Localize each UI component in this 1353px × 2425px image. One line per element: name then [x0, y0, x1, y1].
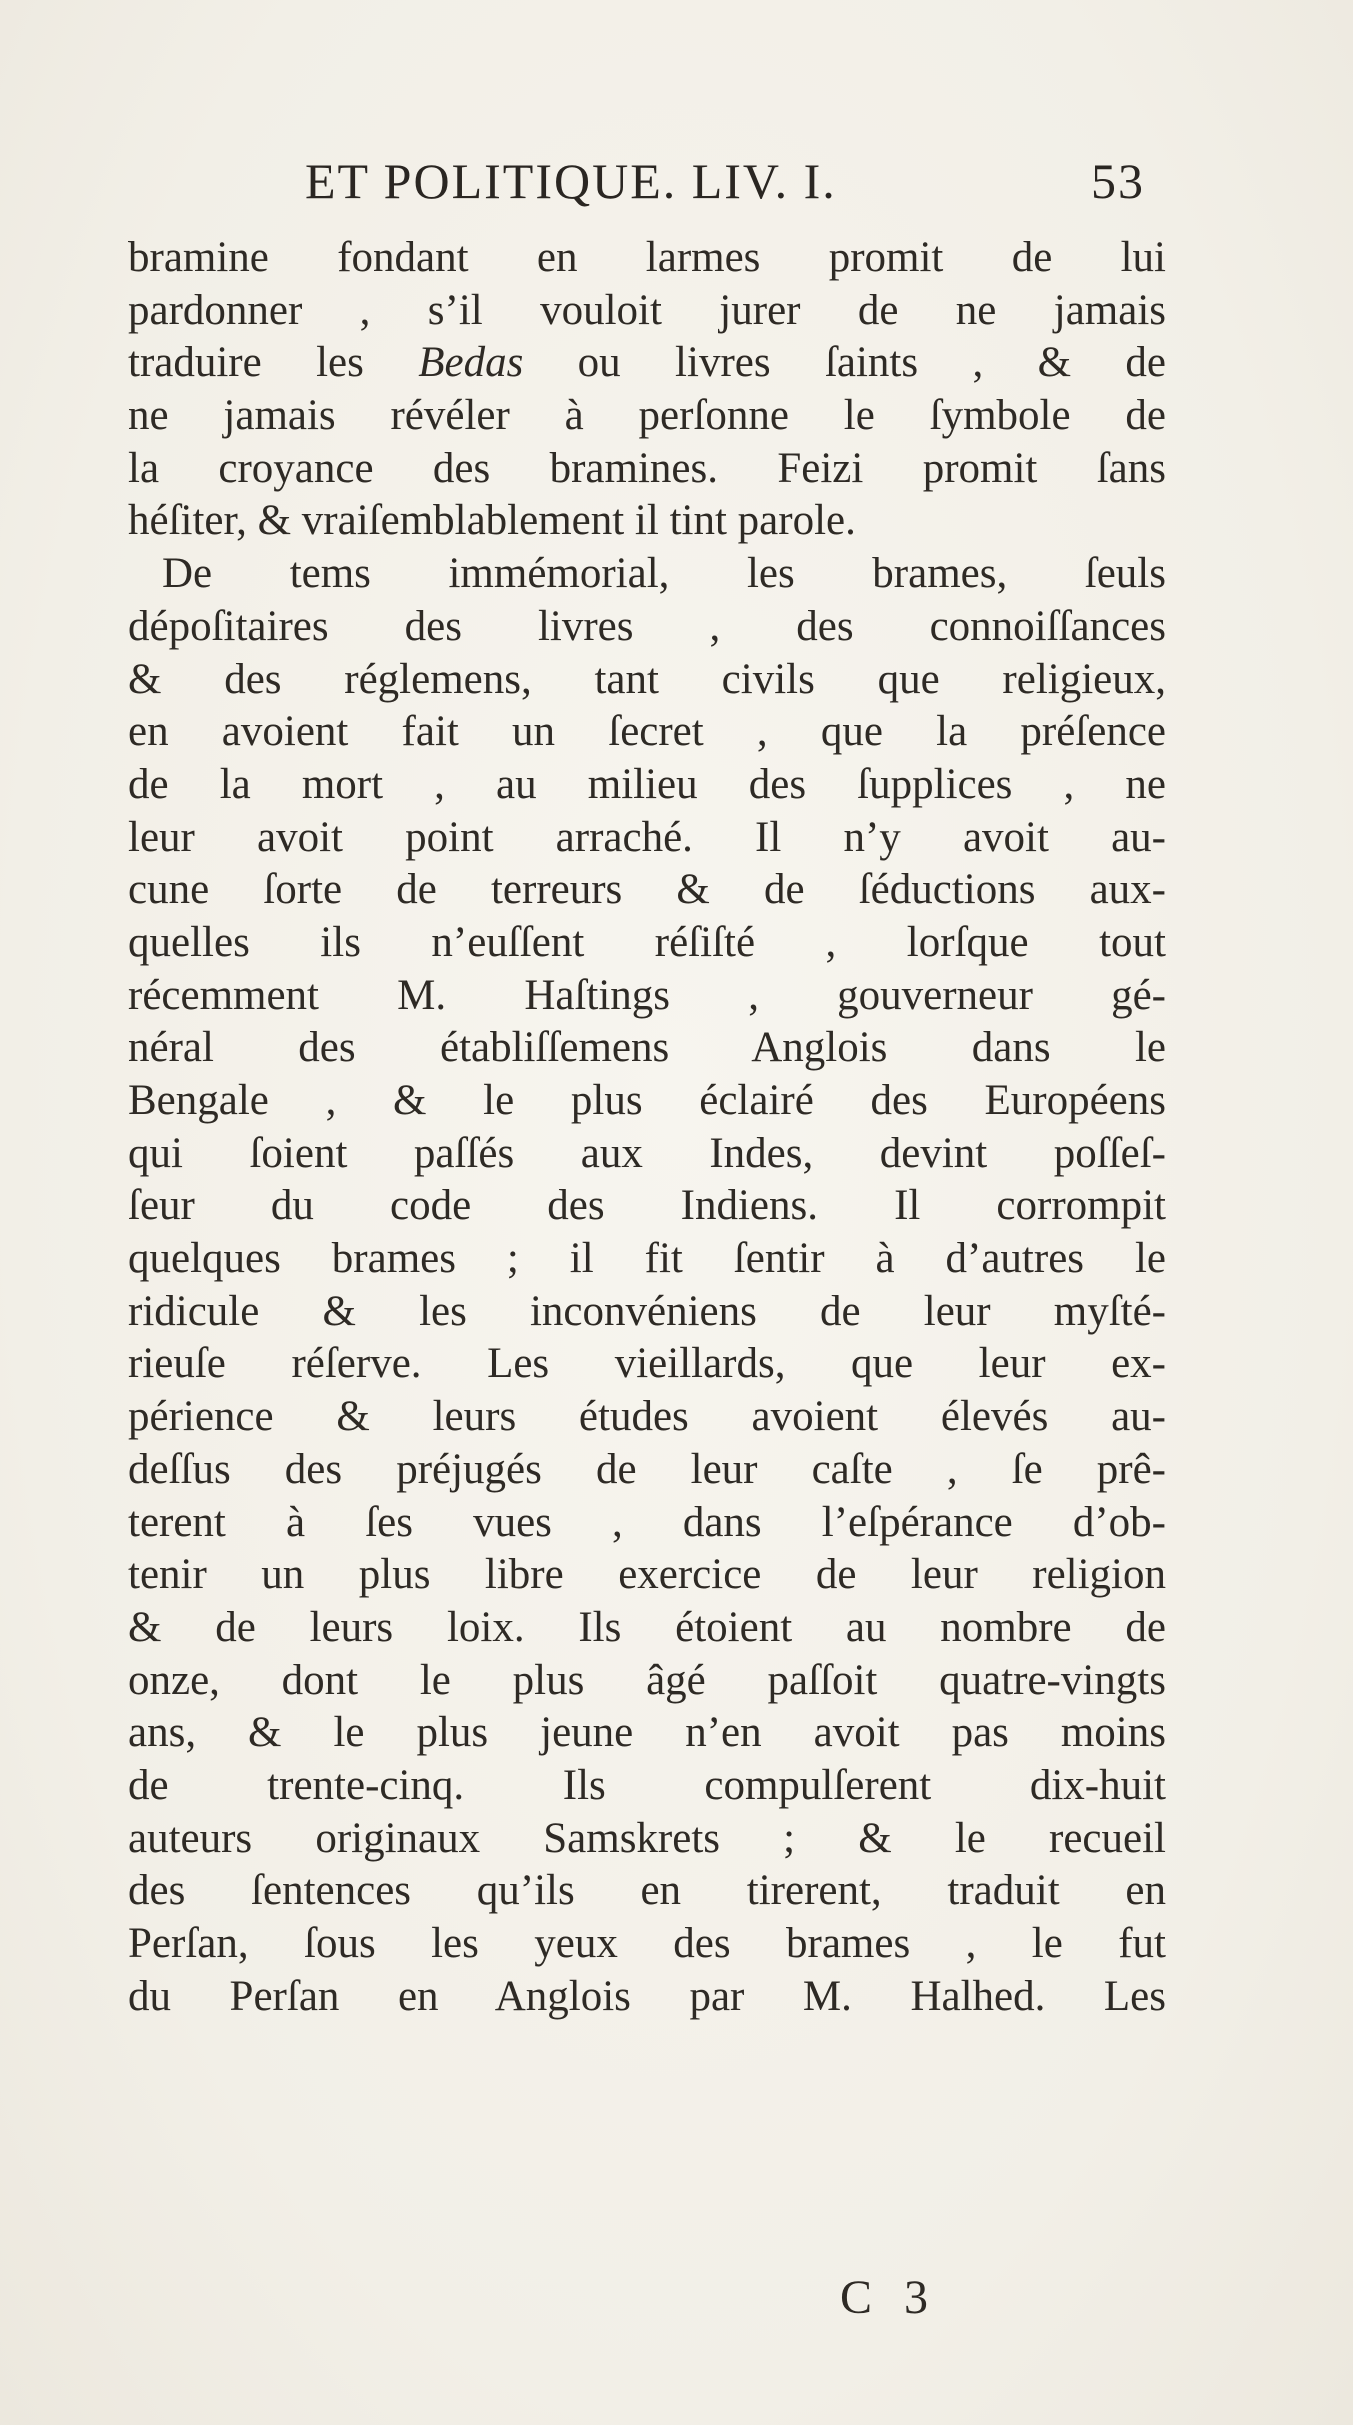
- text-line: pardonner , s’il vouloit jurer de ne jamais: [128, 286, 1166, 334]
- text-line: Bengale , & le plus éclairé des Européens: [128, 1077, 1166, 1124]
- text-line: quelques brames ; il fit ſentir à d’autres le: [128, 1235, 1166, 1283]
- text-line: & de leurs loix. Ils étoient au nombre de: [128, 1603, 1166, 1651]
- text-line: ſeur du code des Indiens. Il corrompit: [128, 1182, 1166, 1230]
- text-line: qui ſoient paſſés aux Indes, devint poſſeſ-: [128, 1129, 1166, 1177]
- text-line: leur avoit point arraché. Il n’y avoit au-: [128, 813, 1166, 861]
- text-line: bramine fondant en larmes promit de lui: [128, 234, 1166, 281]
- text-line: auteurs originaux Samskrets ; & le recueil: [128, 1814, 1166, 1862]
- text-line: récemment M. Haſtings , gouverneur gé-: [128, 971, 1166, 1019]
- text-line: néral des établiſſemens Anglois dans le: [128, 1024, 1166, 1072]
- text-line: onze, dont le plus âgé paſſoit quatre-vingts: [128, 1656, 1166, 1704]
- text-line: héſiter, & vraiſemblablement il tint parole.: [128, 497, 856, 545]
- text-line: de trente-cinq. Ils compulſerent dix-huit: [128, 1761, 1166, 1809]
- text-line: ans, & le plus jeune n’en avoit pas moins: [128, 1709, 1166, 1757]
- text-line: & des réglemens, tant civils que religieux,: [128, 655, 1166, 703]
- running-head: [305, 152, 1145, 222]
- text-line: deſſus des préjugés de leur caſte , ſe prê-: [128, 1445, 1166, 1493]
- text-line: rieuſe réſerve. Les vieillards, que leur ex-: [128, 1340, 1166, 1388]
- text-line: terent à ſes vues , dans l’eſpérance d’ob-: [128, 1498, 1166, 1546]
- text-line: cune ſorte de terreurs & de ſéductions aux-: [128, 866, 1166, 914]
- text-line: tenir un plus libre exercice de leur religion: [128, 1551, 1166, 1599]
- text-line: ridicule & les inconvéniens de leur myſté-: [128, 1287, 1166, 1335]
- text-line: en avoient fait un ſecret , que la préſence: [128, 708, 1166, 756]
- text-line: quelles ils n’euſſent réſiſté , lorſque tout: [128, 918, 1166, 966]
- text-line: Perſan, ſous les yeux des brames , le fut: [128, 1920, 1166, 1967]
- text-line: du Perſan en Anglois par M. Halhed. Les: [128, 1972, 1166, 2020]
- text-line: traduire les Bedas ou livres ſaints , & de: [128, 339, 1166, 387]
- text-line: ne jamais révéler à perſonne le ſymbole de: [128, 392, 1166, 440]
- body-text: [128, 232, 1166, 2023]
- text-line: la croyance des bramines. Feizi promit ſans: [128, 444, 1166, 492]
- text-line: périence & leurs études avoient élevés au-: [128, 1393, 1166, 1441]
- running-head-title: ET POLITIQUE. LIV. I.: [305, 153, 837, 209]
- text-line: des ſentences qu’ils en tirerent, traduit en: [128, 1867, 1166, 1915]
- page-number: 53: [1091, 153, 1145, 209]
- signature-mark: C 3: [840, 2271, 939, 2324]
- text-line: De tems immémorial, les brames, ſeuls: [162, 550, 1166, 598]
- text-line: de la mort , au milieu des ſupplices , ne: [128, 760, 1166, 808]
- text-line: dépoſitaires des livres , des connoiſſances: [128, 602, 1166, 650]
